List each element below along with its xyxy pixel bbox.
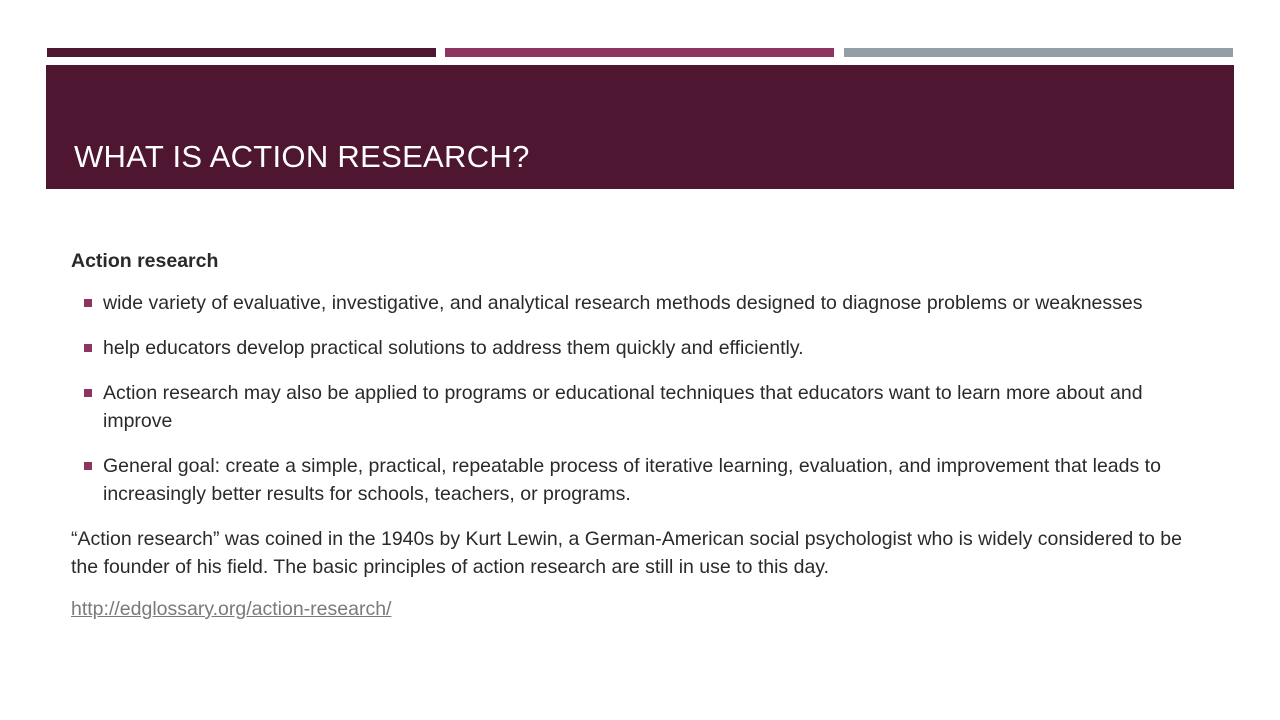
section-heading: Action research xyxy=(71,250,219,272)
square-bullet-icon xyxy=(84,389,92,397)
bullet-item xyxy=(71,452,1211,508)
bullet-text: Action research may also be applied to programs or educational techniques that educators want to learn more about and improve xyxy=(103,382,1143,432)
square-bullet-icon xyxy=(84,299,92,307)
title-band xyxy=(46,65,1234,189)
slide-content xyxy=(71,247,1211,623)
bullet-list xyxy=(71,289,1211,508)
accent-bar-gray xyxy=(844,48,1233,57)
bullet-item xyxy=(71,334,1211,362)
source-link[interactable]: http://edglossary.org/action-research/ xyxy=(71,598,392,620)
bullet-item xyxy=(71,289,1211,317)
accent-bar-magenta xyxy=(445,48,834,57)
bullet-item xyxy=(71,379,1211,435)
body-paragraph: “Action research” was coined in the 1940s by Kurt Lewin, a German-American social psychologist who is widely considered to be the founder of his field. The basic principles of action research are still in use to this day. xyxy=(71,528,1182,578)
slide-title: WHAT IS ACTION RESEARCH? xyxy=(74,139,530,174)
accent-bar-dark xyxy=(47,48,436,57)
bullet-text: General goal: create a simple, practical, repeatable process of iterative learning, evaluation, and improvement that leads to increasingly better results for schools, teachers, or programs. xyxy=(103,455,1161,505)
square-bullet-icon xyxy=(84,462,92,470)
square-bullet-icon xyxy=(84,344,92,352)
bullet-text: wide variety of evaluative, investigative, and analytical research methods designed to diagnose problems or weaknesses xyxy=(103,292,1143,314)
bullet-text: help educators develop practical solutions to address them quickly and efficiently. xyxy=(103,337,804,359)
